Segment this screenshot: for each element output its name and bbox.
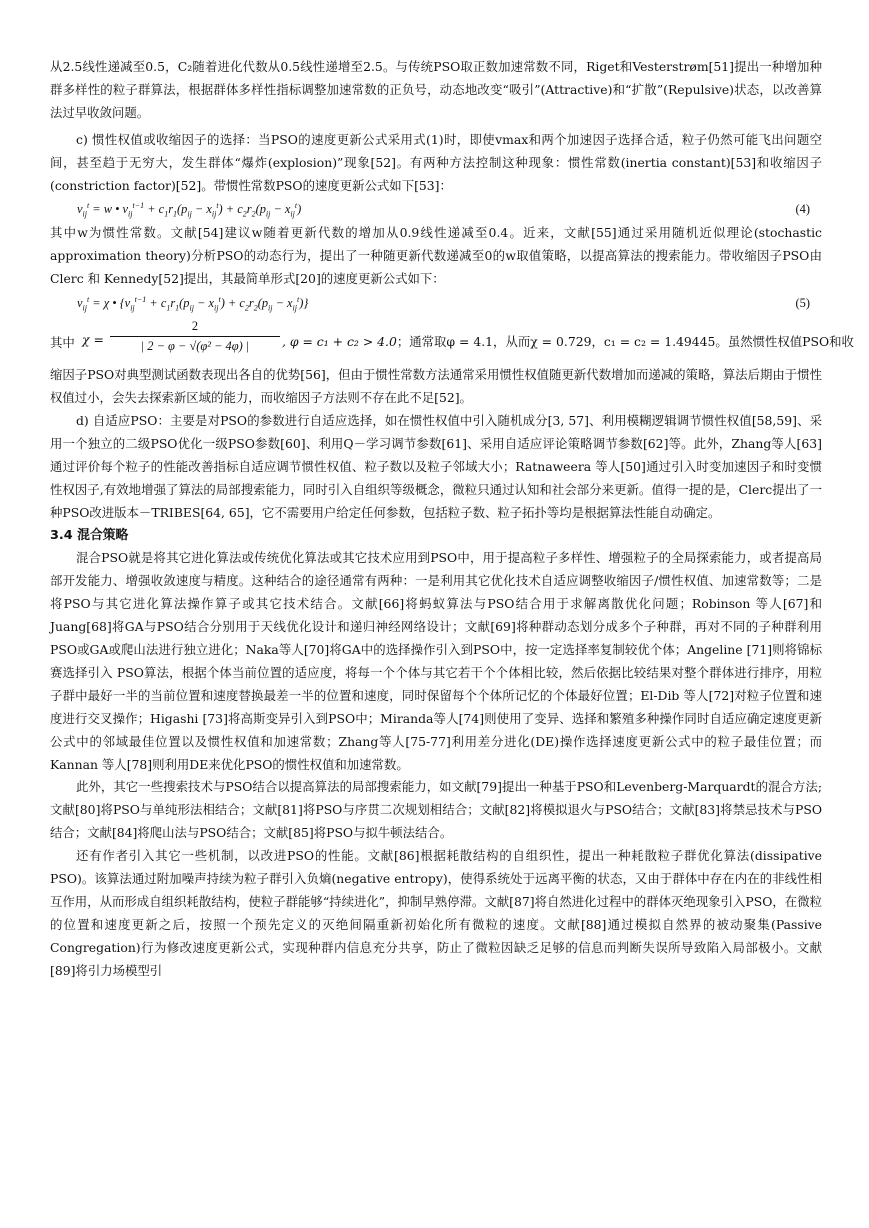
chi-symbol: χ =	[82, 332, 104, 348]
paper-page	[50, 0, 854, 983]
section-number: 3.4	[50, 527, 73, 543]
paragraph-inertia-constant: 其中w为惯性常数。文献[54]建议w随着更新代数的增加从0.9线性递减至0.4。近来，文献[55]通过采用随机近似理论(stochastic approximation theory)分析PSO的动态行为，提出了一种随更新代数递减至0的w取值策略，以提高算法的搜索能力。带收缩因子PSO由Clerc 和 Kennedy[52]提出，其最简单形式[20]的速度更新公式如下：	[50, 225, 822, 287]
chi-tail: , φ = c₁ + c₂ > 4.0；通常取φ = 4.1，从而χ = 0.729，c₁ = c₂ = 1.49445。虽然惯性权值PSO和收	[282, 334, 854, 350]
chi-numerator: 2	[110, 319, 280, 337]
section-title: 混合策略	[77, 527, 129, 543]
equation-5-number: (5)	[795, 296, 810, 311]
paragraph-local-search: 此外，其它一些搜索技术与PSO结合以提高算法的局部搜索能力，如文献[79]提出一种基于PSO和Levenberg-Marquardt的混合方法;文献[80]将PSO与单纯形法相结合；文献[81]将PSO与序贯二次规划相结合；文献[82]将模拟退火与PSO结合；文献[83]将禁忌技术与PSO结合；文献[84]将爬山法与PSO结合；文献[85]将PSO与拟牛顿法结合。	[50, 779, 822, 841]
equation-4-number: (4)	[795, 202, 810, 217]
chi-fraction	[110, 319, 280, 354]
chi-denominator: | 2 − φ − √(φ² − 4φ) |	[140, 339, 250, 354]
paragraph-acceleration-tail: 从2.5线性递减至0.5，C₂随着进化代数从0.5线性递增至2.5。与传统PSO取正数加速常数不同，Riget和Vesterstrøm[51]提出一种增加种群多样性的粒子群算法，根据群体多样性指标调整加速常数的正负号，动态地改变“吸引”(Attractive)和“扩散”(Repulsive)状态，以改善算法过早收敛问题。	[50, 59, 822, 120]
chi-prefix: 其中	[50, 335, 75, 351]
equation-5-body: $v_{ij}^t = \chi$ • $\{v_{ij}^{t-1} + c_1r_1(p_{ij} - x_{ij}^t) + c_2r_2(p_{ij} - x_{ij}^t)\}$	[77, 295, 309, 313]
section-heading	[50, 525, 822, 548]
paragraph-inertia-weight: c) 惯性权值或收缩因子的选择：当PSO的速度更新公式采用式(1)时，即使vmax和两个加速因子选择合适，粒子仍然可能飞出问题空间，甚至趋于无穷大，发生群体“爆炸(explosion)”现象[52]。有两种方法控制这种现象：惯性常数(inertia constant)[53]和收缩因子(constriction factor)[52]。带惯性常数PSO的速度更新公式如下[53]：	[50, 131, 822, 193]
equation-4	[50, 197, 822, 222]
paragraph-other-mechanisms: 还有作者引入其它一些机制，以改进PSO的性能。文献[86]根据耗散结构的自组织性，提出一种耗散粒子群优化算法(dissipative PSO)。该算法通过附加噪声持续为粒子群引入负熵(negative entropy)，使得系统处于远离平衡的状态，又由于群体中存在内在的非线性相互作用，从而形成自组织耗散结构，使粒子群能够“持续进化”，抑制早熟停滞。文献[87]将自然进化过程中的群体灭绝现象引入PSO，在微粒的位置和速度更新之后，按照一个预先定义的灭绝间隔重新初始化所有微粒的速度。文献[88]通过模拟自然界的被动聚集(Passive Congregation)行为修改速度更新公式，实现种群内信息充分共享，防止了微粒因缺乏足够的信息而判断失误所导致陷入局部极小。文献[89]将引力场模型引	[50, 848, 822, 978]
paragraph-comparison: 缩因子PSO对典型测试函数表现出各自的优势[56]，但由于惯性常数方法通常采用惯性权值随更新代数增加而递减的策略，算法后期由于惯性权值过小，会失去探索新区域的能力，而收缩因子方法则不存在此不足[52]。	[50, 367, 822, 406]
paragraph-adaptive-pso: d) 自适应PSO：主要是对PSO的参数进行自适应选择，如在惯性权值中引入随机成分[3, 57]、利用模糊逻辑调节惯性权值[58,59]、采用一个独立的二级PSO优化一级PSO参数[60]、利用Q－学习调节参数[61]、采用自适应评论策略调节参数[62]等。此外，Zhang等人[63]通过评价每个粒子的性能改善指标自适应调节惯性权值、粒子数以及粒子邻域大小；Ratnaweera 等人[50]通过引入时变加速因子和时变惯性权因子,有效地增强了算法的局部搜索能力，同时引入自组织等级概念，微粒只通过认知和社会部分来更新。值得一提的是，Clerc提出了一种PSO改进版本－TRIBES[64, 65]，它不需要用户给定任何参数，包括粒子数、粒子拓扑等均是根据算法性能自动确定。	[50, 412, 822, 520]
equation-5	[50, 291, 822, 316]
paragraph-hybrid-pso: 混合PSO就是将其它进化算法或传统优化算法或其它技术应用到PSO中，用于提高粒子多样性、增强粒子的全局探索能力，或者提高局部开发能力、增强收敛速度与精度。这种结合的途径通常有两种：一是利用其它优化技术自适应调整收缩因子/惯性权值、加速常数等；二是将PSO与其它进化算法操作算子或其它技术结合。文献[66]将蚂蚁算法与PSO结合用于求解离散优化问题；Robinson 等人[67]和Juang[68]将GA与PSO结合分别用于天线优化设计和递归神经网络设计；文献[69]将种群动态划分成多个子种群，再对不同的子种群利用PSO或GA或爬山法进行独立进化；Naka等人[70]将GA中的选择操作引入到PSO中，按一定选择率复制较优个体；Angeline [71]则将锦标赛选择引入 PSO算法，根据个体当前位置的适应度，将每一个个体与其它若干个个体相比较，然后依据比较结果对整个群体进行排序，用粒子群中最好一半的当前位置和速度替换最差一半的位置和速度，同时保留每个个体所记忆的个体最好位置；El-Dib 等人[72]对粒子位置和速度进行交叉操作；Higashi [73]将高斯变异引入到PSO中；Miranda等人[74]则使用了变异、选择和繁殖多种操作同时自适应确定速度更新公式中的邻域最佳位置以及惯性权值和加速常数；Zhang等人[75-77]利用差分进化(DE)操作选择速度更新公式中的粒子最佳位置；而Kannan 等人[78]则利用DE来优化PSO的惯性权值和加速常数。	[50, 550, 822, 772]
constriction-formula-line	[50, 316, 854, 364]
equation-4-body: $v_{ij}^t = w$ • $v_{ij}^{t-1} + c_1r_1(p_{ij} - x_{ij}^t) + c_2r_2(p_{ij} - x_{ij}^t)$	[77, 201, 302, 219]
